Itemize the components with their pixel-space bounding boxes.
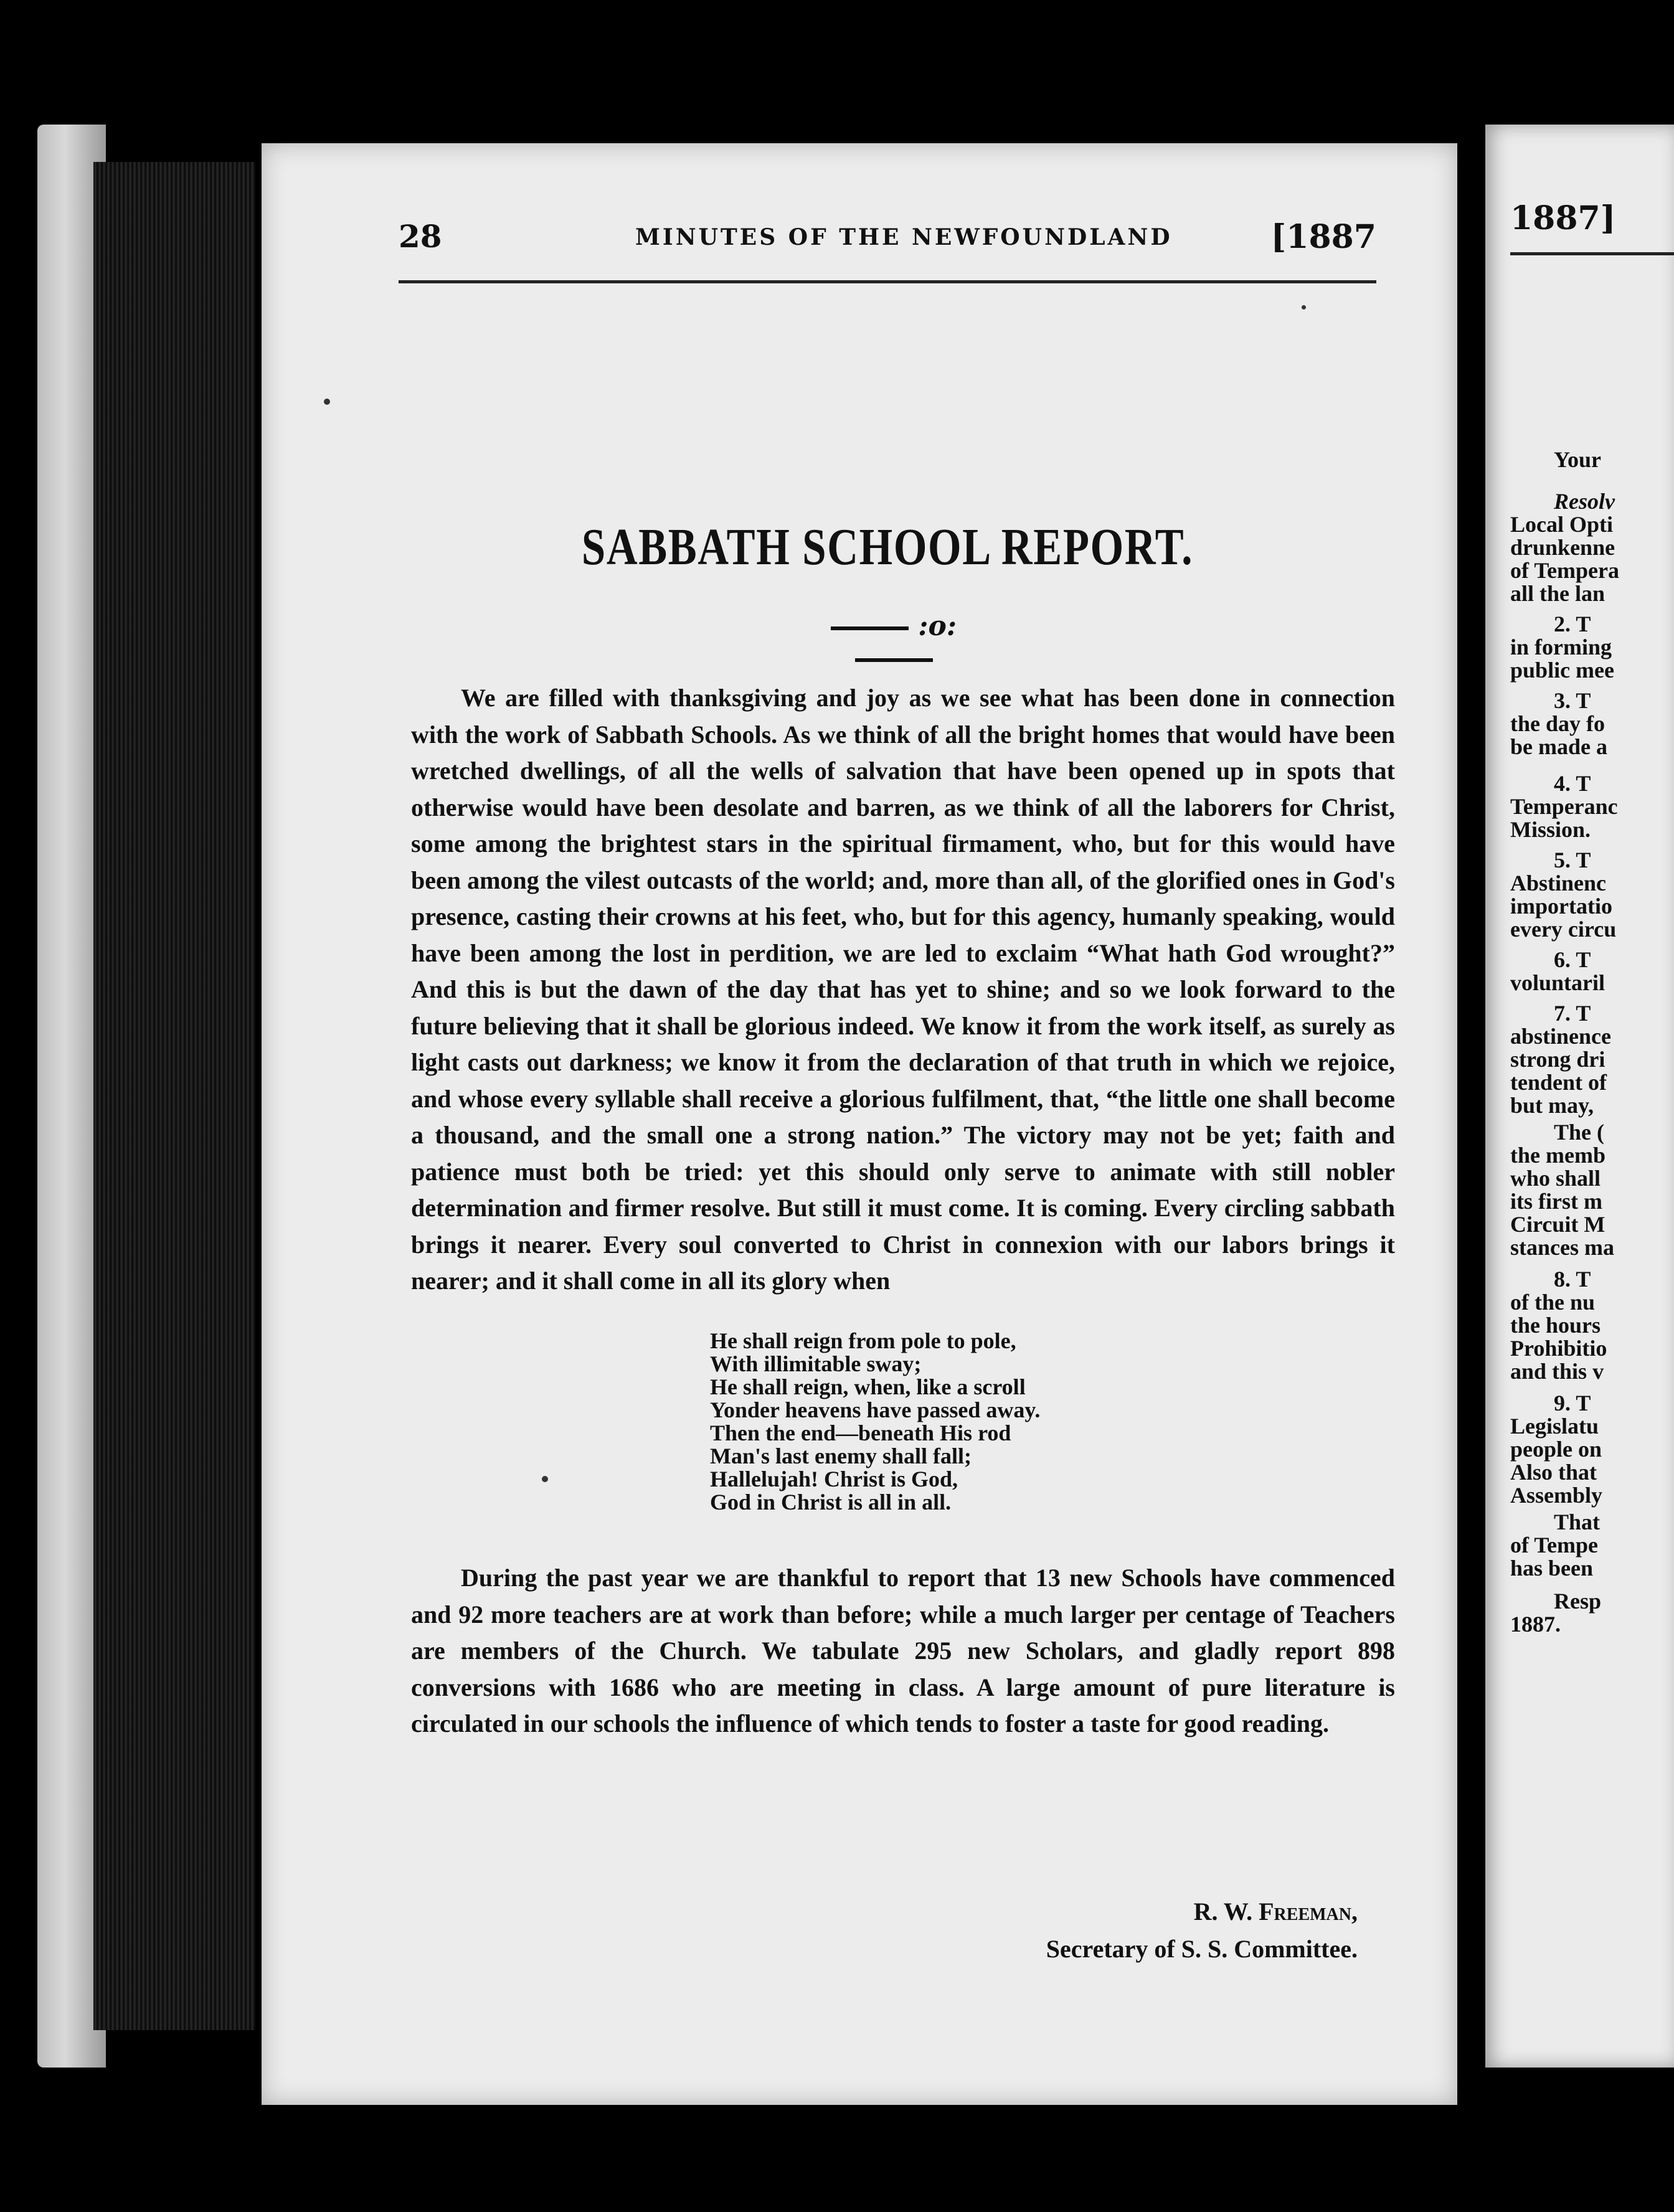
right-page-line: strong dri (1510, 1047, 1605, 1072)
right-page-line: the hours (1510, 1313, 1601, 1338)
signature-name: R. W. Freeman, (1193, 1898, 1358, 1926)
specks (1302, 305, 1306, 310)
right-page-line: of Tempe (1510, 1533, 1599, 1557)
right-page-line: of Tempera (1510, 558, 1619, 583)
right-page-line: its first m (1510, 1189, 1602, 1214)
specks (324, 399, 330, 405)
report-title: SABBATH SCHOOL REPORT. (581, 518, 1194, 576)
right-page-line: 5. T (1554, 848, 1591, 872)
right-page-line: Temperanc (1510, 794, 1618, 819)
right-page-line: Mission. (1510, 817, 1591, 842)
poem-line: With illimitable sway; (710, 1351, 922, 1376)
running-header (399, 218, 1376, 255)
title-ornament (791, 610, 996, 674)
poem-line: Hallelujah! Christ is God, (710, 1467, 958, 1491)
right-page-line: people on (1510, 1437, 1602, 1462)
right-page-line: Circuit M (1510, 1212, 1605, 1237)
right-page-line: voluntaril (1510, 970, 1605, 995)
right-page-line: drunkenne (1510, 535, 1615, 560)
right-page-line: the day fo (1510, 711, 1605, 736)
right-page-line: in forming (1510, 635, 1612, 659)
right-page-rule (1510, 252, 1674, 255)
ornament-rule-right (855, 658, 933, 662)
report-paragraph-1: We are filled with thanksgiving and joy as we see what has been done in connection with the work of Sabbath Schools. As we think of all the bright homes that would have been wretched dwellings, of all the wells of salvation that have been opened up in spots that otherwise would have been desolate and barren, as we think of all the laborers for Christ, some among the brightest stars in the spiritual firmament, who, but for this would have been among the vilest outcasts of the world; and, more than all, of the glorified ones in God's presence, casting their crowns at his feet, who, but for this agency, humanly speaking, would have been among the lost in perdition, we are led to exclaim “What hath God wrought?” And this is but the dawn of the day that has yet to shine; and so we look forward to the future believing that it shall be glorious indeed. We know it from the work itself, as surely as light casts out darkness; we know it from the declaration of that truth in which we rejoice, and whose every syllable shall receive a glorious fulfilment, that, “the little one shall become a thousand, and the small one a strong nation.” The victory may not be yet; faith and patience must both be tried: yet this should only serve to animate with still nobler determination and firmer resolve. But still it must come. It is coming. Every circling sabbath brings it nearer. Every soul converted to Christ in connexion with our labors brings it nearer; and it shall come in all its glory when (411, 684, 1395, 1295)
poem-line: Man's last enemy shall fall; (710, 1444, 972, 1468)
right-page-line: abstinence (1510, 1024, 1611, 1049)
right-page-line: Also that (1510, 1460, 1597, 1485)
header-rule (399, 280, 1376, 283)
right-page-line: public mee (1510, 658, 1614, 683)
right-page-line: and this v (1510, 1359, 1604, 1384)
header-year: [1887 (1270, 218, 1376, 256)
right-page-line: 1887. (1510, 1612, 1561, 1637)
right-page-line: Prohibitio (1510, 1336, 1607, 1361)
right-page-line: 8. T (1554, 1267, 1591, 1292)
poem-line: He shall reign from pole to pole, (710, 1328, 1016, 1353)
right-page-line: Resp (1554, 1589, 1602, 1614)
right-page-line: of the nu (1510, 1290, 1596, 1315)
right-page-line: The ( (1554, 1120, 1604, 1145)
right-page-line: has been (1510, 1556, 1594, 1581)
right-page-line: 2. T (1554, 612, 1591, 636)
poem-line: He shall reign, when, like a scroll (710, 1374, 1026, 1399)
right-page-line: 7. T (1554, 1001, 1591, 1026)
poem-line: Then the end—beneath His rod (710, 1420, 1011, 1445)
right-page-line: Resolv (1554, 489, 1615, 514)
right-page-line: Assembly (1510, 1483, 1603, 1508)
right-page-line: tendent of (1510, 1070, 1607, 1095)
right-page-line: 4. T (1554, 771, 1591, 796)
right-page-line: That (1554, 1510, 1601, 1534)
right-page-line: Abstinenc (1510, 871, 1607, 896)
poem-line: God in Christ is all in all. (710, 1490, 952, 1515)
right-page-line: every circu (1510, 917, 1617, 942)
page-number: 28 (399, 218, 442, 255)
poem-line: Yonder heavens have passed away. (710, 1397, 1041, 1422)
right-page-line: importatio (1510, 894, 1612, 919)
right-page-line: Legislatu (1510, 1414, 1599, 1439)
signature-title: Secretary of S. S. Committee. (1046, 1935, 1358, 1963)
hymn-verse (710, 1330, 1208, 1514)
right-page-line: stances ma (1510, 1235, 1614, 1260)
ornament-rule-left (831, 626, 909, 630)
signature-block (996, 1893, 1358, 1968)
right-page-line: be made a (1510, 734, 1607, 759)
right-page-year: 1887] (1510, 199, 1616, 237)
right-page-line: but may, (1510, 1093, 1594, 1118)
right-page-line: who shall (1510, 1166, 1601, 1191)
report-paragraph-2: During the past year we are thankful to report that 13 new Schools have commenced and 92 more teachers are at work than before; while a much larger per centage of Teachers are members of the Church. We tabulate 295 new Scholars, and gladly report 898 conversions with 1686 who are meeting in class. A large amount of pure literature is circulated in our schools the influence of which tends to foster a taste for good reading. (411, 1564, 1395, 1737)
right-page-line: Local Opti (1510, 512, 1614, 537)
right-page-line: Your (1554, 447, 1602, 472)
ornament-text: :o: (918, 610, 957, 642)
right-page (1485, 125, 1674, 2068)
right-page-line: 3. T (1554, 688, 1591, 713)
running-title: MINUTES OF THE NEWFOUNDLAND (635, 224, 1173, 250)
right-page-line: all the lan (1510, 581, 1605, 606)
book-page-edges (93, 162, 255, 2030)
right-page-line: 9. T (1554, 1391, 1591, 1416)
right-page-line: 6. T (1554, 947, 1591, 972)
right-page-line: the memb (1510, 1143, 1605, 1168)
specks (542, 1476, 548, 1482)
